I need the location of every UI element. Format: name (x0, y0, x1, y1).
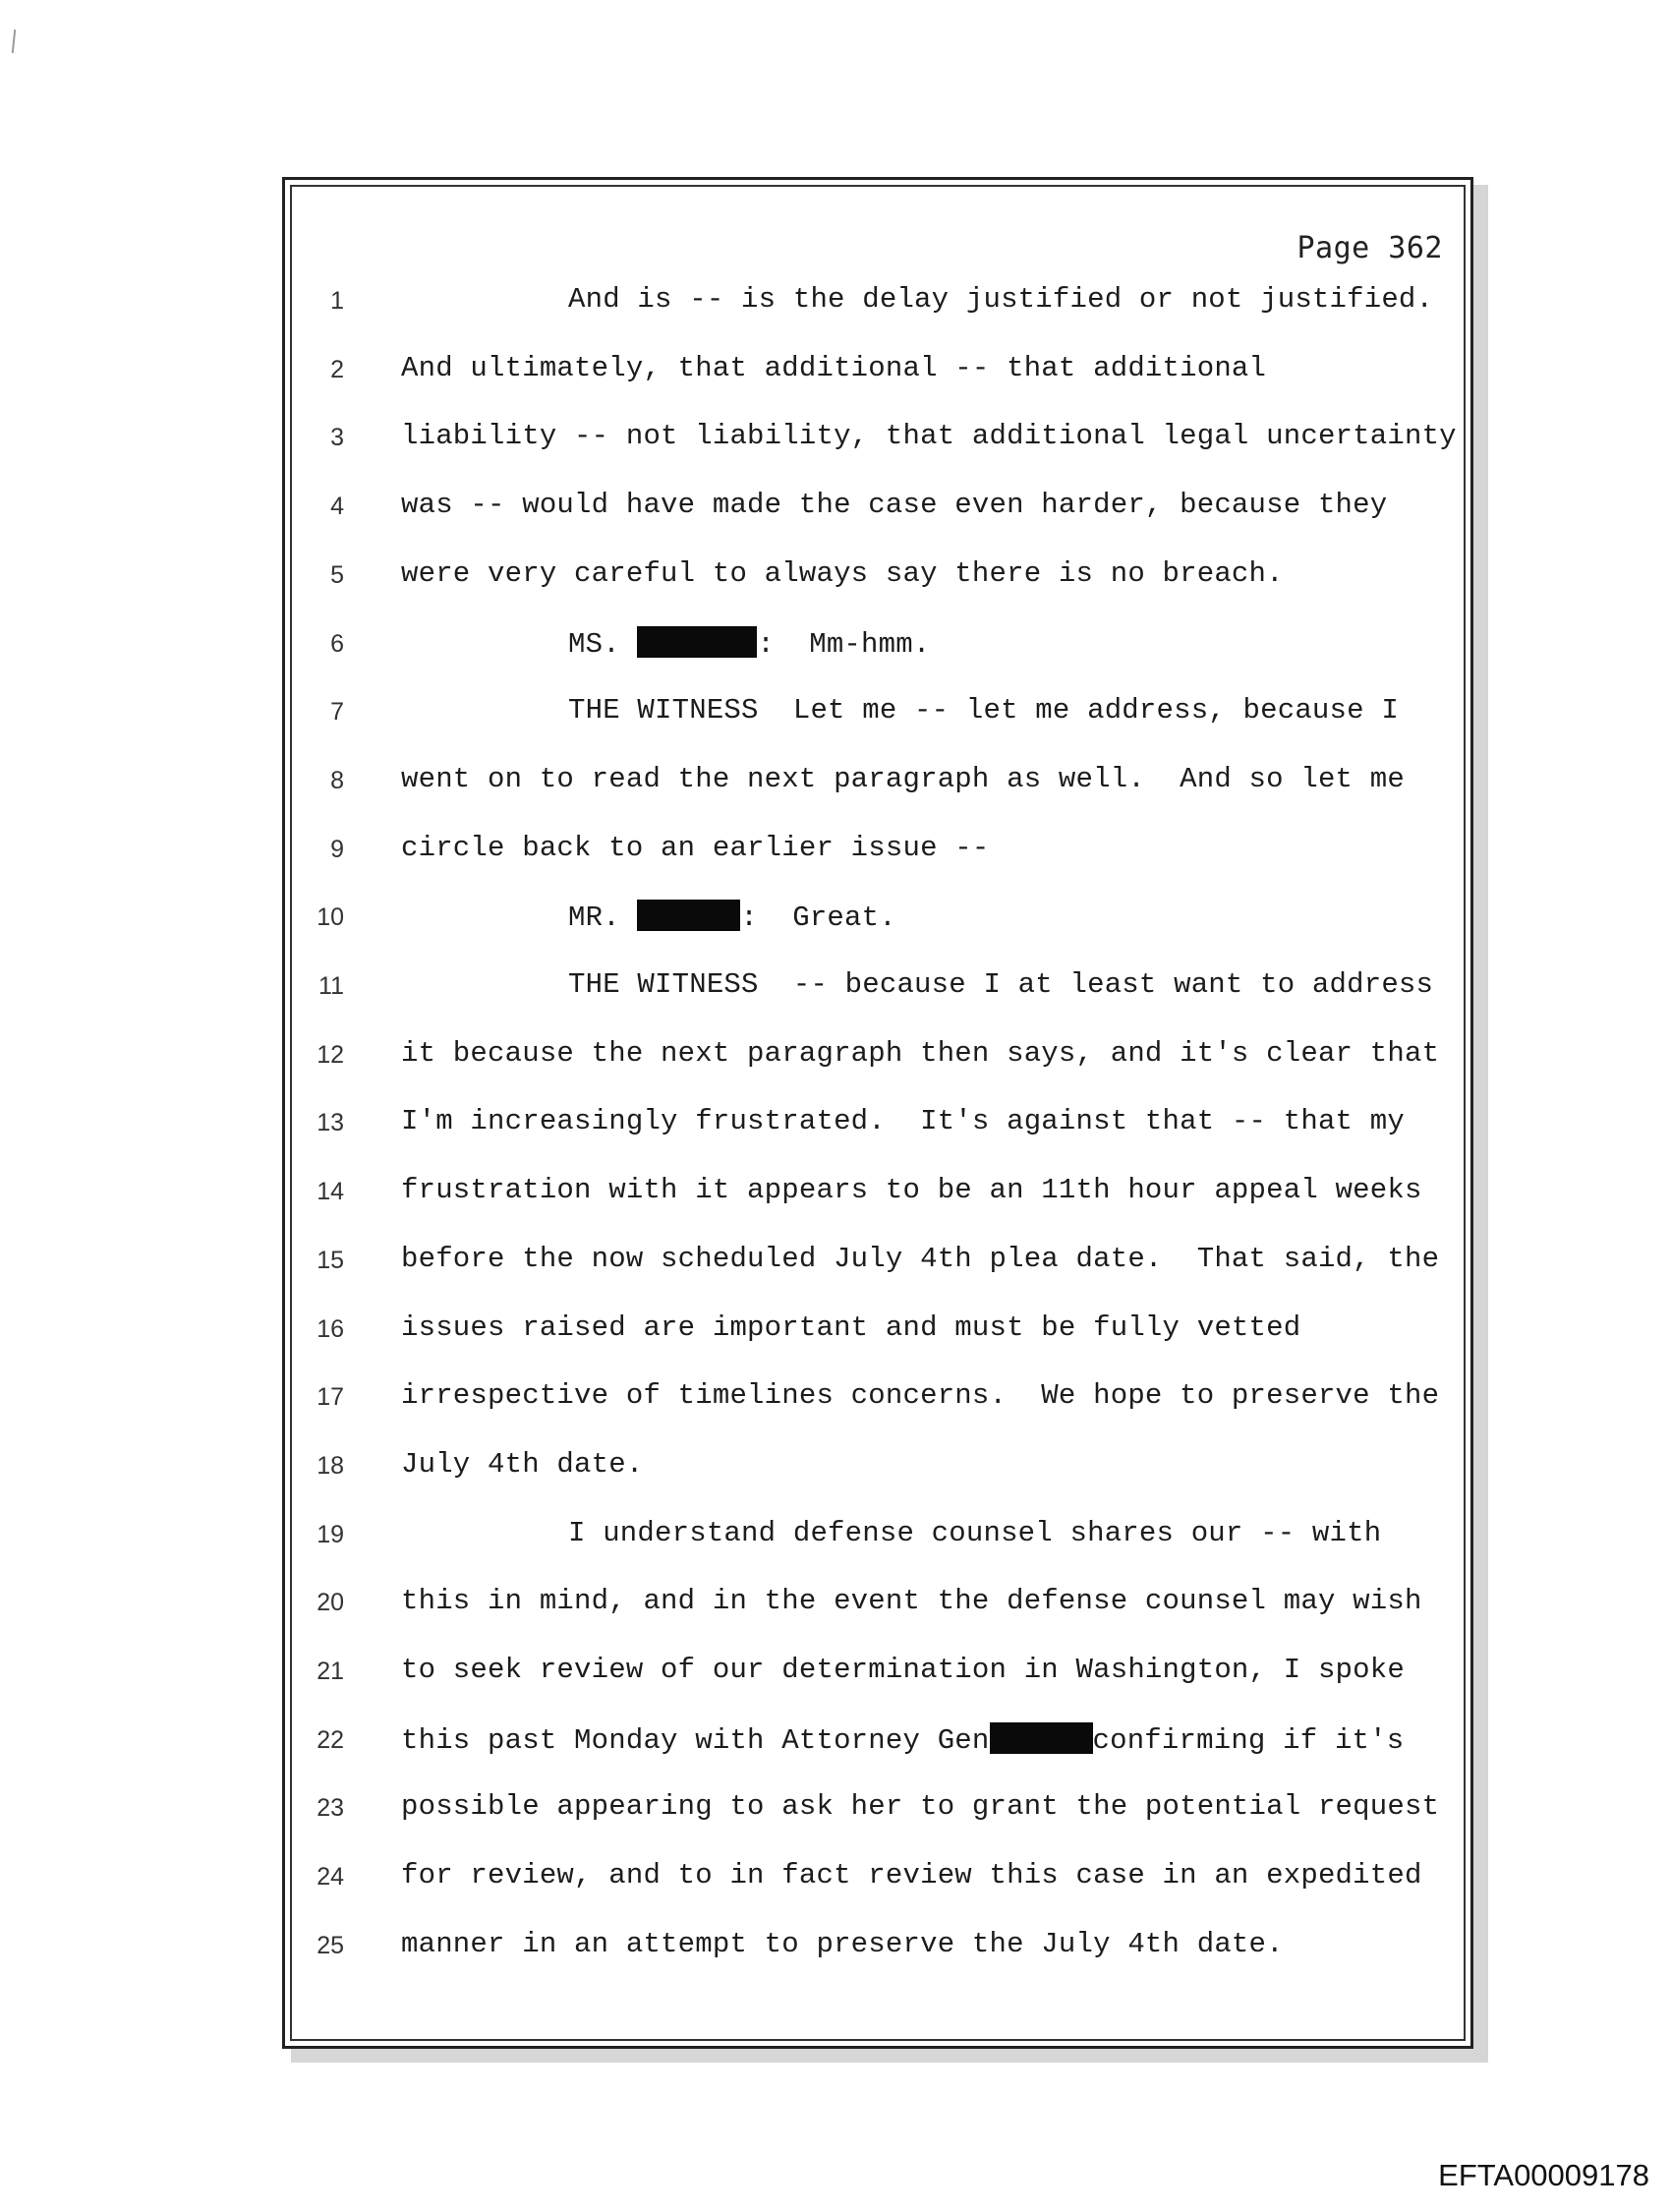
line-text (568, 968, 1433, 1001)
line-text (401, 1243, 1439, 1275)
transcript-line (285, 1928, 1470, 1967)
redaction-box (637, 626, 757, 658)
transcript-line (285, 489, 1470, 528)
line-text (401, 1790, 1439, 1823)
line-text (401, 1928, 1284, 1960)
transcript-page (282, 177, 1473, 2049)
line-text-segment: it because the next paragraph then says, and it's clear that (401, 1036, 1440, 1070)
line-text-segment: went on to read the next paragraph as well. And so let me (401, 762, 1405, 795)
line-number: 8 (330, 766, 344, 794)
line-text (401, 1722, 1404, 1757)
line-text (401, 1379, 1439, 1412)
transcript-line (285, 1379, 1470, 1419)
line-text (568, 626, 930, 661)
line-text (568, 900, 896, 934)
line-number: 22 (317, 1725, 344, 1754)
line-text-segment: circle back to an earlier issue -- (401, 831, 990, 864)
line-number: 19 (317, 1520, 344, 1548)
line-text-segment: issues raised are important and must be fully vetted (401, 1310, 1301, 1344)
transcript-line (285, 1174, 1470, 1213)
line-text (401, 763, 1405, 795)
transcript-line (285, 763, 1470, 802)
transcript-line (285, 1517, 1470, 1556)
line-text-segment: to seek review of our determination in Washington, I spoke (401, 1654, 1405, 1686)
transcript-line (285, 1722, 1470, 1762)
line-text (401, 1105, 1405, 1137)
line-number: 5 (330, 560, 344, 589)
line-text (401, 1654, 1405, 1686)
line-text-segment: possible appearing to ask her to grant the potential request (401, 1790, 1440, 1824)
line-number: 3 (330, 424, 344, 452)
document-id: EFTA00009178 (1438, 2158, 1649, 2192)
transcript-line (285, 1105, 1470, 1144)
line-text-segment: was -- would have made the case even harder, because they (401, 489, 1388, 522)
line-number: 17 (317, 1383, 344, 1412)
line-text-segment: THE WITNESS -- because I at least want to address (568, 968, 1434, 1001)
line-text (568, 694, 1399, 727)
line-number: 13 (317, 1109, 344, 1137)
transcript-line (285, 283, 1470, 322)
line-number: 15 (317, 1246, 344, 1274)
line-text (401, 832, 990, 864)
line-text-segment: July 4th date. (401, 1447, 644, 1481)
line-text-segment: I'm increasingly frustrated. It's against that -- that my (401, 1105, 1405, 1138)
line-number: 20 (317, 1589, 344, 1617)
line-text-segment: were very careful to always say there is no breach. (401, 556, 1284, 590)
transcript-line (285, 832, 1470, 871)
transcript-line (285, 557, 1470, 597)
line-text-segment: And is -- is the delay justified or not justified. (568, 283, 1434, 316)
transcript-line (285, 420, 1470, 459)
line-number: 21 (317, 1658, 344, 1685)
line-number: 23 (317, 1794, 344, 1823)
line-text (401, 352, 1266, 384)
line-text-segment: this past Monday with Attorney Gen (401, 1723, 990, 1757)
redaction-box (990, 1722, 1093, 1754)
line-text-segment: this in mind, and in the event the defense counsel may wish (401, 1585, 1422, 1618)
line-number: 2 (330, 355, 344, 383)
transcript-line (285, 694, 1470, 733)
line-number: 7 (330, 698, 344, 727)
line-text-segment: before the now scheduled July 4th plea date. That said, the (401, 1242, 1440, 1275)
line-number: 12 (317, 1040, 344, 1069)
line-text-segment: : Great. (740, 902, 896, 935)
line-number: 16 (317, 1314, 344, 1343)
transcript-line (285, 352, 1470, 391)
transcript-line (285, 1311, 1470, 1351)
line-text (401, 1037, 1439, 1070)
line-text-segment: confirming if it's (1092, 1723, 1405, 1757)
line-number: 4 (330, 493, 344, 521)
line-number: 14 (317, 1178, 344, 1206)
line-number: 1 (330, 287, 344, 315)
line-number: 10 (317, 903, 344, 932)
line-text (401, 1859, 1422, 1892)
line-text-segment: And ultimately, that additional -- that additional (401, 351, 1267, 384)
line-text-segment: for review, and to in fact review this case in an expedited (401, 1859, 1422, 1892)
line-number: 18 (317, 1451, 344, 1480)
transcript-line (285, 1654, 1470, 1693)
line-text (401, 1585, 1422, 1617)
transcript-line (285, 1790, 1470, 1830)
line-text-segment: THE WITNESS Let me -- let me address, because I (568, 694, 1399, 728)
line-text-segment: irrespective of timelines concerns. We hope to preserve the (401, 1379, 1440, 1413)
redaction-box (637, 900, 740, 931)
line-text (401, 557, 1284, 590)
line-text (401, 420, 1457, 452)
line-text (401, 489, 1387, 521)
line-text-segment: MS. (568, 627, 638, 661)
page-number: Page 362 (1296, 231, 1443, 265)
transcript-line (285, 900, 1470, 939)
transcript-line (285, 1585, 1470, 1624)
line-text-segment: liability -- not liability, that additional legal uncertainty (401, 420, 1457, 453)
transcript-line (285, 968, 1470, 1008)
line-number: 24 (317, 1863, 344, 1892)
transcript-line (285, 626, 1470, 666)
line-text (568, 283, 1433, 316)
line-number: 25 (317, 1931, 344, 1959)
line-number: 11 (318, 972, 344, 1000)
line-text-segment: MR. (568, 902, 638, 935)
line-text-segment: I understand defense counsel shares our -- with (568, 1516, 1382, 1549)
scan-mark (12, 29, 16, 53)
line-text (568, 1517, 1381, 1549)
transcript-line (285, 1859, 1470, 1898)
line-text (401, 1448, 643, 1481)
line-text-segment: manner in an attempt to preserve the July 4th date. (401, 1927, 1284, 1960)
line-text-segment: frustration with it appears to be an 11th hour appeal weeks (401, 1174, 1422, 1207)
transcript-line (285, 1448, 1470, 1487)
line-text (401, 1174, 1422, 1206)
line-text-segment: : Mm-hmm. (757, 627, 931, 661)
line-text (401, 1311, 1300, 1344)
line-number: 9 (330, 835, 344, 863)
transcript-line (285, 1037, 1470, 1077)
transcript-line (285, 1243, 1470, 1282)
line-number: 6 (330, 629, 344, 658)
